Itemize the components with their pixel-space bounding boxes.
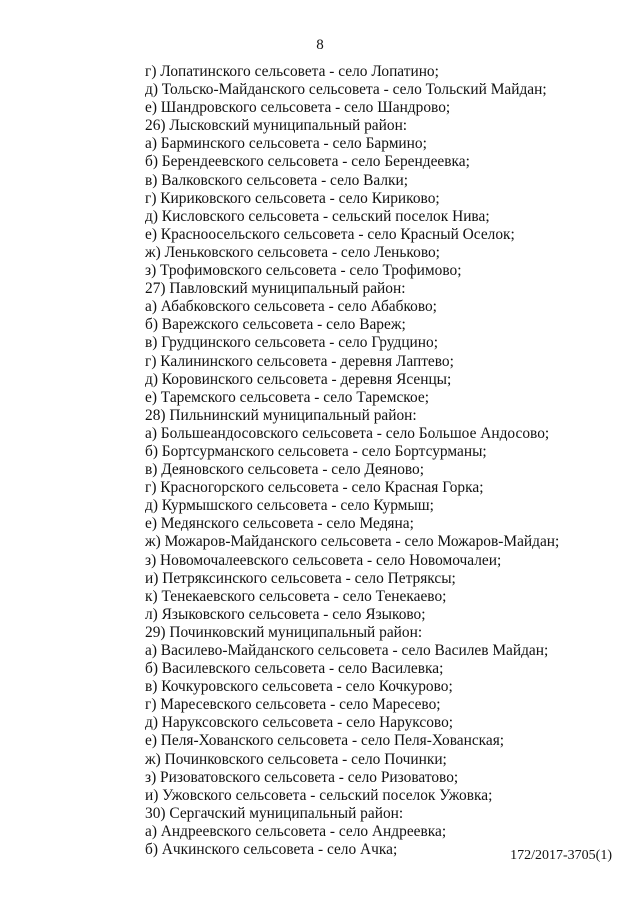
document-body bbox=[145, 63, 625, 859]
list-item: г) Лопатинского сельсовета - село Лопатино; bbox=[145, 63, 439, 80]
list-item: д) Тольско-Майданского сельсовета - село Тольский Майдан; bbox=[145, 81, 547, 99]
list-item: л) Языковского сельсовета - село Языково; bbox=[145, 605, 426, 623]
list-item: ж) Можаров-Майданского сельсовета - село Можаров-Майдан; bbox=[145, 533, 560, 551]
list-item: ж) Починковского сельсовета - село Починки; bbox=[145, 750, 447, 768]
list-item: е) Красноосельского сельсовета - село Красный Оселок; bbox=[145, 225, 515, 243]
list-item: е) Шандровского сельсовета - село Шандрово; bbox=[145, 99, 451, 117]
list-item: б) Берендеевского сельсовета - село Берендеевка; bbox=[145, 153, 470, 171]
list-item: з) Новомочалеевского сельсовета - село Новомочалеи; bbox=[145, 551, 502, 569]
district-heading: 27) Павловский муниципальный район: bbox=[145, 280, 406, 298]
list-item: е) Медянского сельсовета - село Медяна; bbox=[145, 515, 414, 533]
list-item: з) Трофимовского сельсовета - село Трофимово; bbox=[145, 262, 462, 280]
list-item: в) Валковского сельсовета - село Валки; bbox=[145, 171, 409, 189]
list-item: д) Курмышского сельсовета - село Курмыш; bbox=[145, 497, 434, 515]
list-item: д) Коровинского сельсовета - деревня Ясенцы; bbox=[145, 370, 452, 388]
list-item: г) Красногорского сельсовета - село Красная Горка; bbox=[145, 479, 484, 497]
list-item: г) Маресевского сельсовета - село Маресево; bbox=[145, 696, 441, 714]
list-item: б) Варежского сельсовета - село Вареж; bbox=[145, 316, 406, 334]
list-item: к) Тенекаевского сельсовета - село Тенекаево; bbox=[145, 587, 447, 605]
list-item: б) Бортсурманского сельсовета - село Бортсурманы; bbox=[145, 442, 487, 460]
list-item: д) Наруксовского сельсовета - село Наруксово; bbox=[145, 714, 454, 732]
document-code: 172/2017-3705(1) bbox=[510, 848, 612, 863]
list-item: з) Ризоватовского сельсовета - село Ризоватово; bbox=[145, 768, 459, 786]
list-item: в) Грудцинского сельсовета - село Грудцино; bbox=[145, 334, 438, 352]
district-heading: 28) Пильнинский муниципальный район: bbox=[145, 406, 417, 424]
list-item: а) Андреевского сельсовета - село Андреевка; bbox=[145, 822, 447, 840]
list-item: а) Василево-Майданского сельсовета - село Василев Майдан; bbox=[145, 642, 549, 659]
list-item: и) Петряксинского сельсовета - село Петряксы; bbox=[145, 569, 456, 587]
list-item: ж) Леньковского сельсовета - село Леньково; bbox=[145, 243, 440, 261]
list-item: г) Кириковского сельсовета - село Кириково; bbox=[145, 189, 440, 207]
list-item: е) Пеля-Хованского сельсовета - село Пеля-Хованская; bbox=[145, 732, 505, 750]
list-item: в) Деяновского сельсовета - село Деяново; bbox=[145, 461, 425, 479]
list-item: а) Барминского сельсовета - село Бармино; bbox=[145, 135, 427, 153]
list-item: е) Таремского сельсовета - село Таремское; bbox=[145, 388, 429, 406]
list-item: б) Василевского сельсовета - село Василевка; bbox=[145, 660, 444, 678]
list-item: г) Калининского сельсовета - деревня Лаптево; bbox=[145, 352, 454, 370]
page-number: 8 bbox=[316, 37, 324, 53]
list-item: б) Ачкинского сельсовета - село Ачка; bbox=[145, 841, 398, 859]
district-heading: 29) Починковский муниципальный район: bbox=[145, 623, 423, 641]
list-item: а) Большеандосовского сельсовета - село Большое Андосово; bbox=[145, 424, 550, 442]
list-item: в) Кочкуровского сельсовета - село Кочкурово; bbox=[145, 678, 453, 696]
list-item: д) Кисловского сельсовета - сельский поселок Нива; bbox=[145, 207, 490, 225]
list-item: и) Ужовского сельсовета - сельский поселок Ужовка; bbox=[145, 786, 493, 804]
district-heading: 26) Лысковский муниципальный район: bbox=[145, 117, 408, 135]
district-heading: 30) Сергачский муниципальный район: bbox=[145, 804, 404, 822]
list-item: а) Абабковского сельсовета - село Абабково; bbox=[145, 298, 437, 316]
